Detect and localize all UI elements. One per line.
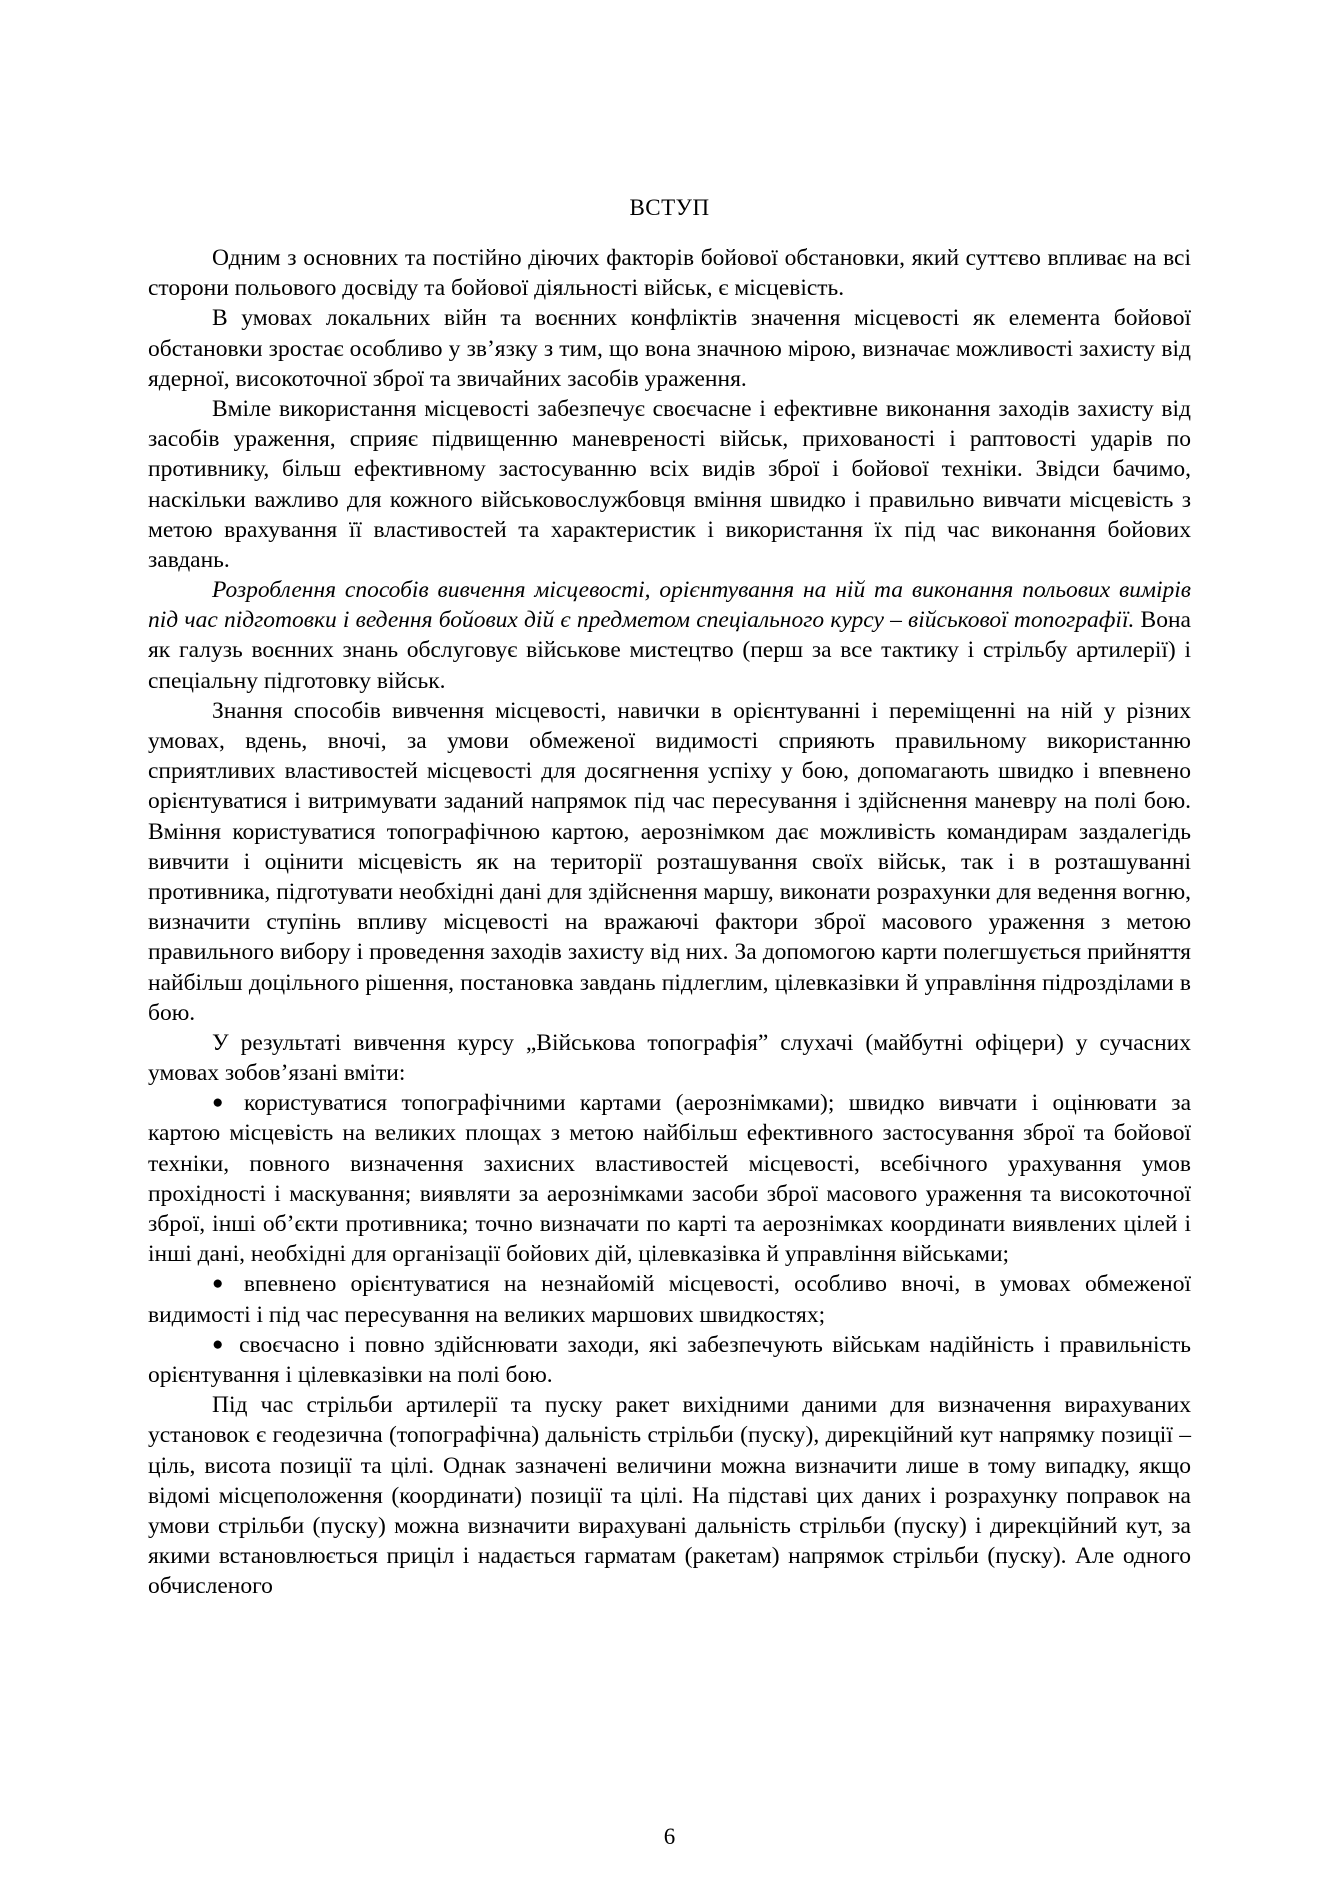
bullet-icon: ● bbox=[212, 1333, 228, 1355]
paragraph-4-upright-part: Вона як галузь воєнних знань обслуговує військове мистецтво (перш за все тактику і стрільбу артилерії) і спеціальну підготовку військ. bbox=[148, 607, 1191, 694]
paragraph-6: У результаті вивчення курсу „Військова топографія” слухачі (майбутні офіцери) у сучасних умовах зобов’язані вміти: bbox=[148, 1029, 1191, 1087]
paragraph-5: Знання способів вивчення місцевості, навички в орієнтуванні і переміщенні на ній у різних умовах, вдень, вночі, за умови обмеженої видимості сприяють правильному використанню сприятливих властивостей місцевості для досягнення успіху у бою, допомагають швидко і впевнено орієнтуватися і витримувати заданий напрямок під час пересування і здійснення маневру на полі бою. Вміння користуватися топографічною картою, аерознімком дає можливість командирам заздалегідь вивчити і оцінити місцевість як на території розташування своїх військ, так і в розташуванні противника, підготувати необхідні дані для здійснення маршу, виконати розрахунки для ведення вогню, визначити ступінь впливу місцевості на вражаючі фактори зброї масового ураження з метою правильного вибору і проведення заходів захисту від них. За допомогою карти полегшується прийняття найбільш доцільного рішення, постановка завдань підлеглим, цілевказівки й управління підрозділами в бою. bbox=[148, 697, 1191, 1026]
bullet-icon: ● bbox=[212, 1273, 232, 1295]
list-item-text: впевнено орієнтуватися на незнайомій місцевості, особливо вночі, в умовах обмеженої видимості і під час пересування на великих маршових швидкостях; bbox=[148, 1271, 1191, 1328]
list-item-text: своєчасно і повно здійснювати заходи, які забезпечують військам надійність і правильність орієнтування і цілевказівки на полі бою. bbox=[148, 1331, 1191, 1388]
paragraph-2: В умовах локальних війн та воєнних конфліктів значення місцевості як елемента бойової обстановки зростає особливо у зв’язку з тим, що вона значною мірою, визначає можливості захисту від ядерної, високоточної зброї та звичайних засобів ураження. bbox=[148, 305, 1191, 392]
page-number: 6 bbox=[663, 1824, 676, 1849]
list-item-text: користуватися топографічними картами (аерознімками); швидко вивчати і оцінювати за картою місцевість на великих площах з метою найбільш ефективного застосування зброї та бойової техніки, повного визначення захисних властивостей місцевості, всебічного урахування умов прохідності і маскування; виявляти за аерознімками засоби зброї масового ураження та високоточної зброї, інші об’єкти противника; точно визначати по карті та аерознімках координати виявлених цілей і інші дані, необхідні для організації бойових дій, цілевказівка й управління військами; bbox=[148, 1090, 1191, 1268]
paragraph-3: Вміле використання місцевості забезпечує своєчасне і ефективне виконання заходів захисту від засобів ураження, сприяє підвищенню маневреності військ, прихованості і раптовості ударів по противнику, більш ефективному застосуванню всіх видів зброї і бойової техніки. Звідси бачимо, наскільки важливо для кожного військовослужбовця вміння швидко і правильно вивчати місцевість з метою врахування її властивостей та характеристик і використання їх під час виконання бойових завдань. bbox=[148, 395, 1191, 573]
bullet-icon: ● bbox=[212, 1092, 232, 1114]
list-item bbox=[148, 1330, 1191, 1390]
paragraph-4-italic-part: Розроблення способів вивчення місцевості, орієнтування на ній та виконання польових вимірів під час підготовки і ведення бойових дій є предметом спеціального курсу – військової топографії. bbox=[148, 577, 1191, 634]
page-title: ВСТУП bbox=[629, 195, 710, 220]
paragraph-4 bbox=[148, 575, 1191, 696]
list-item bbox=[148, 1088, 1191, 1269]
paragraph-1: Одним з основних та постійно діючих факторів бойової обстановки, який суттєво впливає на всі сторони польового досвіду та бойової діяльності військ, є місцевість. bbox=[148, 245, 1191, 302]
paragraph-7: Під час стрільби артилерії та пуску ракет вихідними даними для визначення вирахуваних установок є геодезична (топографічна) дальність стрільби (пуску), дирекційний кут напрямку позиції – ціль, висота позиції та цілі. Однак зазначені величини можна визначити лише в тому випадку, якщо відомі місцеположення (координати) позиції та цілі. На підставі цих даних і розрахунку поправок на умови стрільби (пуску) можна визначити вирахувані дальність стрільби (пуску) і дирекційний кут, за якими встановлюється приціл і надається гарматам (ракетам) напрямок стрільби (пуску). Але одного обчисленого bbox=[148, 1392, 1191, 1600]
list-item bbox=[148, 1269, 1191, 1329]
